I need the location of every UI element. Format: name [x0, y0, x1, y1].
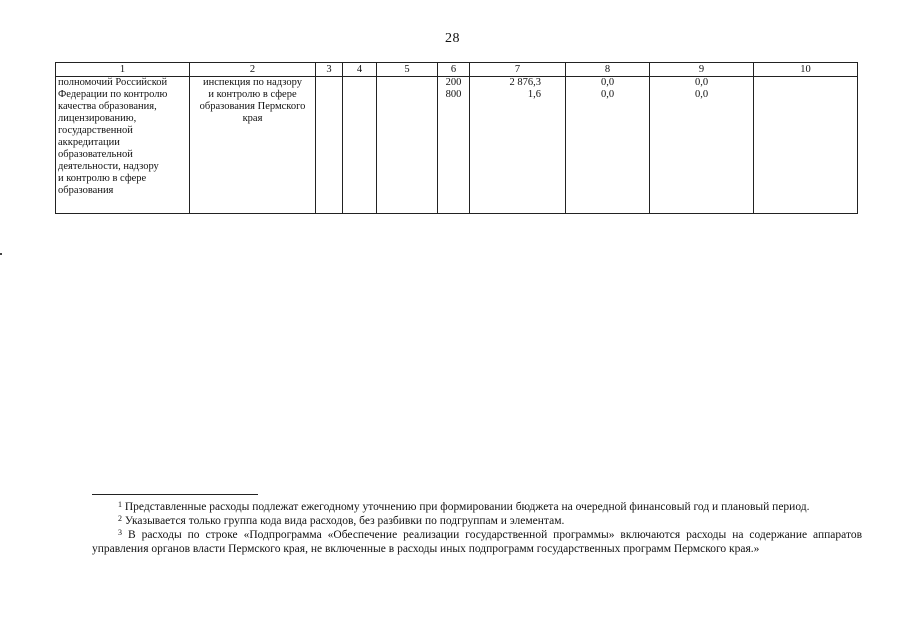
cell-value: 200: [445, 77, 462, 88]
table-row: [56, 77, 858, 214]
cell-col4: [343, 77, 377, 214]
cell-text-line: образования: [58, 185, 114, 196]
cell-col3: [316, 77, 343, 214]
cell-value: 1,6: [527, 89, 541, 100]
cell-value: 0,0: [600, 77, 615, 88]
cell-col7-amounts: [470, 77, 566, 214]
column-header-3: 3: [316, 63, 343, 77]
footnote-1: [92, 500, 862, 514]
column-header-2: 2: [190, 63, 316, 77]
table-header-row: [56, 63, 858, 77]
cell-col10: [754, 77, 858, 214]
footnote-2: [92, 514, 862, 528]
footnote-mark: 3: [118, 528, 122, 537]
page-number: 28: [445, 31, 460, 46]
cell-text-line: деятельности, надзору: [58, 161, 159, 172]
footnotes: [92, 500, 862, 556]
cell-value: 2 876,3: [509, 77, 541, 88]
cell-text-line: инспекция по надзору: [203, 77, 302, 88]
column-header-6: 6: [438, 63, 470, 77]
scan-mark: [0, 253, 2, 255]
cell-text-line: и контролю в сфере: [58, 173, 147, 184]
footnote-text: Представленные расходы подлежат ежегодному уточнению при формировании бюджета на очередной финансовый год и плановый период.: [124, 501, 810, 513]
column-header-5: 5: [377, 63, 438, 77]
footnote-3: [92, 528, 862, 556]
cell-value: 800: [445, 89, 462, 100]
cell-value: 0,0: [694, 77, 709, 88]
footnote-mark: 2: [118, 514, 122, 523]
footnote-mark: 1: [118, 500, 122, 509]
cell-text-line: качества образования,: [58, 101, 157, 112]
cell-col5: [377, 77, 438, 214]
column-header-7: 7: [470, 63, 566, 77]
cell-text-line: образования Пермского: [199, 101, 306, 112]
column-header-10: 10: [754, 63, 858, 77]
footnote-text: В расходы по строке «Подпрограмма «Обеспечение реализации государственной программы» включаются расходы на содержание аппаратов управления органов власти Пермского края, не включенные в расходы иных подпрограмм государственных программ Пермского края.»: [92, 529, 863, 555]
cell-text-line: образовательной: [58, 149, 133, 160]
footnote-separator: [92, 494, 258, 495]
cell-text-line: лицензированию,: [58, 113, 137, 124]
cell-text-line: полномочий Российской: [58, 77, 168, 88]
column-header-4: 4: [343, 63, 377, 77]
cell-value: 0,0: [600, 89, 615, 100]
cell-executor: [190, 77, 316, 214]
cell-value: 0,0: [694, 89, 709, 100]
cell-text-line: и контролю в сфере: [208, 89, 297, 100]
column-header-8: 8: [566, 63, 650, 77]
column-header-9: 9: [650, 63, 754, 77]
column-header-1: 1: [56, 63, 190, 77]
cell-col8-amounts: [566, 77, 650, 214]
cell-col6-codes: [438, 77, 470, 214]
cell-description: [56, 77, 190, 214]
cell-text-line: края: [242, 113, 263, 124]
cell-text-line: государственной: [58, 125, 133, 136]
footnote-text: Указывается только группа кода вида расходов, без разбивки по подгруппам и элементам.: [124, 515, 565, 527]
cell-text-line: аккредитации: [58, 137, 120, 148]
cell-text-line: Федерации по контролю: [58, 89, 168, 100]
budget-table: [55, 62, 858, 214]
cell-col9-amounts: [650, 77, 754, 214]
